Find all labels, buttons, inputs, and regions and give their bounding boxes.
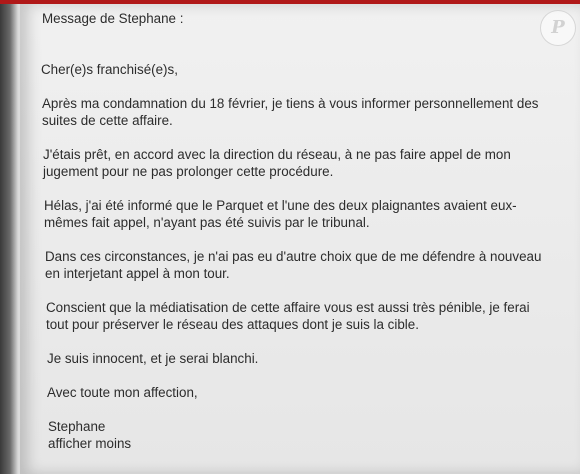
message-paragraph-4: Dans ces circonstances, je n'ai pas eu d'autre choix que de me défendre à nouveau en interjetant appel à mon tour. [45,249,542,281]
show-less-link[interactable]: afficher moins [48,436,132,451]
message-header: Message de Stephane : [42,11,184,26]
message-paragraph-1: Après ma condamnation du 18 février, je tiens à vous informer personnellement des suites de cette affaire. [42,96,539,128]
watermark-logo-icon: P [540,10,576,46]
message-signature: Stephane [48,419,106,434]
message-greeting: Cher(e)s franchisé(e)s, [41,62,178,77]
message-paragraph-5: Conscient que la médiatisation de cette affaire vous est aussi très pénible, je ferai tout pour préserver le réseau des attaques dont je suis la cible. [46,300,530,332]
message-paragraph-3: Hélas, j'ai été informé que le Parquet et l'une des deux plaignantes avaient eux-mêmes fait appel, n'ayant pas été suivis par le tribunal. [44,198,517,230]
message-body [36,10,542,452]
message-paragraph-6: Je suis innocent, et je serai blanchi. [47,351,259,366]
message-paragraph-2: J'étais prêt, en accord avec la direction du réseau, à ne pas faire appel de mon jugement pour ne pas prolonger cette procédure. [43,147,511,179]
message-closing: Avec toute mon affection, [47,385,198,400]
message-screen [20,4,580,474]
